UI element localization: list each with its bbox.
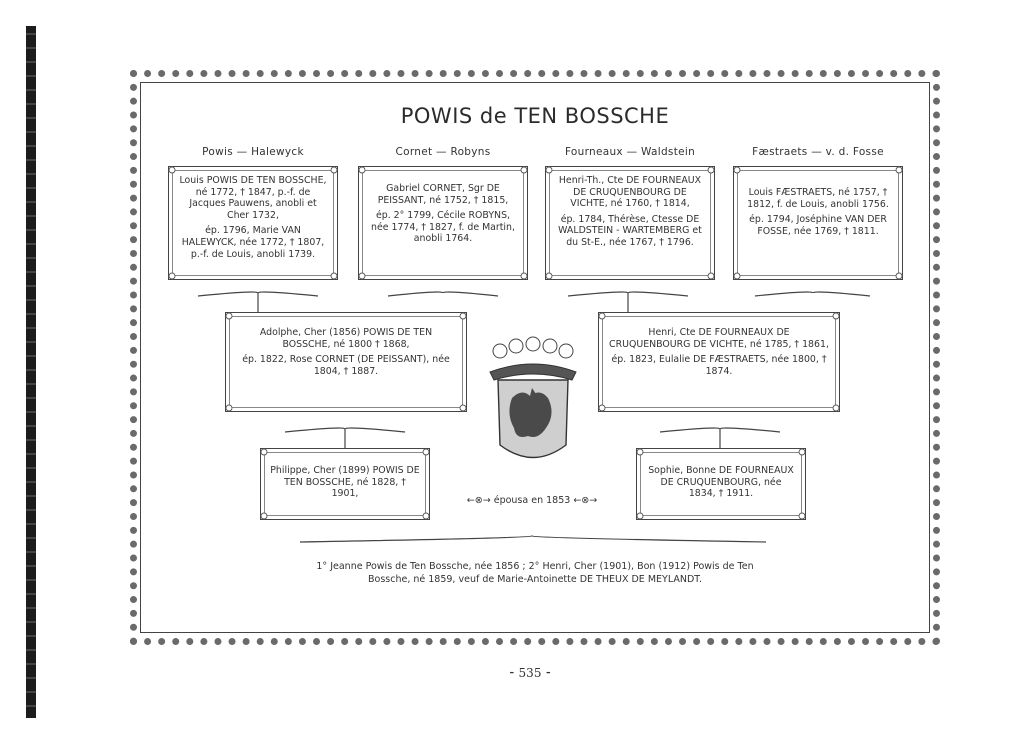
box-text-wife: ép. 1823, Eulalie DE FÆSTRAETS, née 1800, † 1874. bbox=[611, 354, 827, 377]
box-text-wife: ép. 1796, Marie VAN HALEWYCK, née 1772, † 1807, p.-f. de Louis, anobli 1739. bbox=[181, 225, 325, 260]
header-cornet-robyns: Cornet — Robyns bbox=[395, 146, 491, 158]
page-number-value: 535 bbox=[518, 666, 542, 680]
page-number: ⁃ 535 ⁃ bbox=[508, 666, 552, 680]
box-henri-fourneaux bbox=[598, 312, 840, 412]
box-text-husband: Gabriel CORNET, Sgr DE PEISSANT, né 1752, † 1815, bbox=[377, 183, 509, 206]
box-text-wife: ép. 2° 1799, Cécile ROBYNS, née 1774, † 1827, f. de Martin, anobli 1764. bbox=[371, 210, 515, 245]
book-binding-edge bbox=[26, 26, 36, 718]
box-faestraets-fosse bbox=[733, 166, 903, 280]
box-adolphe-powis bbox=[225, 312, 467, 412]
box-fourneaux-waldstein bbox=[545, 166, 715, 280]
marriage-text: épousa en 1853 bbox=[493, 495, 571, 506]
box-text-person: Sophie, Bonne DE FOURNEAUX DE CRUQUENBOURG, née 1834, † 1911. bbox=[648, 465, 794, 500]
box-text-husband: Adolphe, Cher (1856) POWIS DE TEN BOSSCHE, né 1800 † 1868, bbox=[259, 327, 433, 350]
box-text-wife: ép. 1822, Rose CORNET (DE PEISSANT), née 1804, † 1887. bbox=[242, 354, 450, 377]
children-note: 1° Jeanne Powis de Ten Bossche, née 1856 ; 2° Henri, Cher (1901), Bon (1912) Powis de Ten Bossche, né 1859, veuf de Marie-Antoinette DE THEUX DE MEYLANDT. bbox=[316, 561, 754, 585]
box-text-wife: ép. 1794, Joséphine VAN DER FOSSE, née 1769, † 1811. bbox=[749, 214, 887, 237]
box-text-wife: ép. 1784, Thérèse, Ctesse DE WALDSTEIN - WARTEMBERG et du St-E., née 1767, † 1796. bbox=[558, 213, 702, 248]
box-text-person: Philippe, Cher (1899) POWIS DE TEN BOSSCHE, né 1828, † 1901, bbox=[270, 465, 420, 500]
box-text-husband: Henri, Cte DE FOURNEAUX DE CRUQUENBOURG DE VICHTE, né 1785, † 1861, bbox=[609, 327, 829, 350]
box-text-husband: Henri-Th., Cte DE FOURNEAUX DE CRUQUENBOURG DE VICHTE, né 1760, † 1814, bbox=[558, 175, 702, 210]
header-faestraets-fosse: Fæstraets — v. d. Fosse bbox=[752, 146, 884, 158]
header-powis-halewyck: Powis — Halewyck bbox=[202, 146, 304, 158]
box-sophie-fourneaux bbox=[636, 448, 806, 520]
header-fourneaux-waldstein: Fourneaux — Waldstein bbox=[564, 146, 696, 158]
page-title: POWIS de TEN BOSSCHE bbox=[400, 104, 670, 128]
box-philippe-powis bbox=[260, 448, 430, 520]
box-powis-halewyck bbox=[168, 166, 338, 280]
ornament-icon: ←⊗→ bbox=[573, 495, 598, 506]
box-text-husband: Louis FÆSTRAETS, né 1757, † 1812, f. de Louis, anobli 1756. bbox=[747, 187, 889, 210]
ornament-icon: ←⊗→ bbox=[466, 495, 491, 506]
box-text-husband: Louis POWIS DE TEN BOSSCHE, né 1772, † 1847, p.-f. de Jacques Pauwens, anobli et Cher 1732, bbox=[179, 175, 327, 221]
box-cornet-robyns bbox=[358, 166, 528, 280]
marriage-label bbox=[462, 495, 602, 506]
